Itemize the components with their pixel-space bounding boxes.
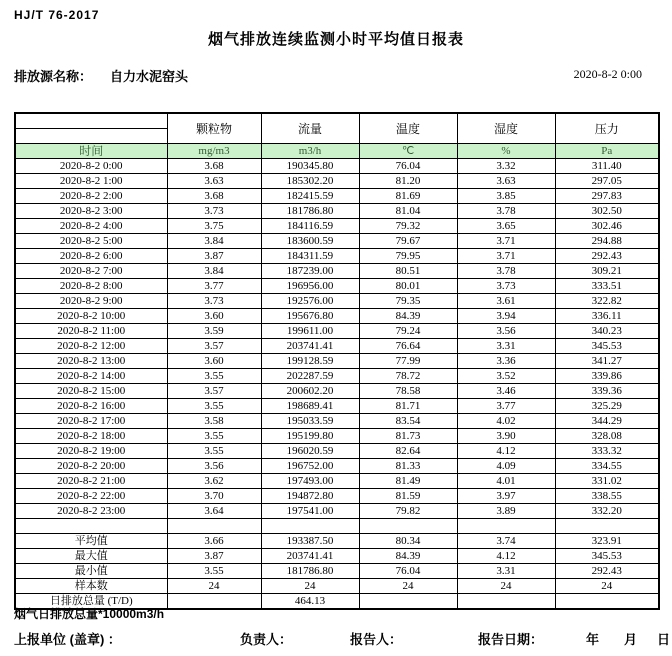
cell-pm: 3.87 <box>167 249 261 264</box>
cell-temp: 76.04 <box>359 159 457 174</box>
cell-flow: 195033.59 <box>261 414 359 429</box>
summary-temp: 76.04 <box>359 564 457 579</box>
cell-pm: 3.63 <box>167 174 261 189</box>
cell-humidity: 3.31 <box>457 339 555 354</box>
cell-temp: 79.32 <box>359 219 457 234</box>
cell-pm: 3.55 <box>167 444 261 459</box>
units-row <box>15 144 659 159</box>
cell-time: 2020-8-2 13:00 <box>15 354 167 369</box>
cell-flow: 196956.00 <box>261 279 359 294</box>
cell-pressure: 302.46 <box>555 219 659 234</box>
table-row <box>15 474 659 489</box>
cell-time: 2020-8-2 15:00 <box>15 384 167 399</box>
summary-pm <box>167 594 261 610</box>
summary-humidity: 3.31 <box>457 564 555 579</box>
cell-pressure: 302.50 <box>555 204 659 219</box>
header-spacer-top <box>15 113 167 129</box>
cell-pressure: 311.40 <box>555 159 659 174</box>
cell-flow: 199128.59 <box>261 354 359 369</box>
cell-pm: 3.68 <box>167 189 261 204</box>
cell-flow: 197493.00 <box>261 474 359 489</box>
cell-pm: 3.70 <box>167 489 261 504</box>
cell-pressure: 322.82 <box>555 294 659 309</box>
cell-pm: 3.60 <box>167 354 261 369</box>
cell-time: 2020-8-2 0:00 <box>15 159 167 174</box>
cell-temp: 81.73 <box>359 429 457 444</box>
day-label: 日 <box>657 632 671 647</box>
summary-pressure: 345.53 <box>555 549 659 564</box>
cell-humidity: 3.65 <box>457 219 555 234</box>
cell-flow: 199611.00 <box>261 324 359 339</box>
cell-pressure: 338.55 <box>555 489 659 504</box>
summary-rows <box>15 534 659 610</box>
cell-pressure: 344.29 <box>555 414 659 429</box>
cell-pressure: 345.53 <box>555 339 659 354</box>
page-title: 烟气排放连续监测小时平均值日报表 <box>207 31 464 48</box>
table-row <box>15 369 659 384</box>
header-row-top <box>15 113 659 129</box>
cell-pm: 3.58 <box>167 414 261 429</box>
cell-flow: 184311.59 <box>261 249 359 264</box>
cell-temp: 78.72 <box>359 369 457 384</box>
summary-label: 最大值 <box>15 549 167 564</box>
emission-source-line <box>14 66 188 85</box>
cell-temp: 81.04 <box>359 204 457 219</box>
cell-temp: 82.64 <box>359 444 457 459</box>
cell-flow: 195676.80 <box>261 309 359 324</box>
summary-label: 平均值 <box>15 534 167 549</box>
cell-pressure: 294.88 <box>555 234 659 249</box>
cell-temp: 84.39 <box>359 309 457 324</box>
summary-flow: 464.13 <box>261 594 359 610</box>
blank-row <box>15 519 659 534</box>
table-row <box>15 399 659 414</box>
table-row <box>15 294 659 309</box>
cell-pressure: 333.32 <box>555 444 659 459</box>
cell-pm: 3.68 <box>167 159 261 174</box>
cell-temp: 79.82 <box>359 504 457 519</box>
column-header-pressure: 压力 <box>555 113 659 144</box>
cell-time: 2020-8-2 20:00 <box>15 459 167 474</box>
cell-pressure: 333.51 <box>555 279 659 294</box>
cell-time: 2020-8-2 19:00 <box>15 444 167 459</box>
cell-humidity: 4.09 <box>457 459 555 474</box>
cell-flow: 195199.80 <box>261 429 359 444</box>
cell-temp: 81.20 <box>359 174 457 189</box>
cell-pressure: 331.02 <box>555 474 659 489</box>
column-header-humidity: 湿度 <box>457 113 555 144</box>
cell-flow: 200602.20 <box>261 384 359 399</box>
cell-pressure: 325.29 <box>555 399 659 414</box>
cell-temp: 77.99 <box>359 354 457 369</box>
summary-temp: 84.39 <box>359 549 457 564</box>
data-rows <box>15 159 659 519</box>
year-label: 年 <box>586 632 600 647</box>
summary-flow: 24 <box>261 579 359 594</box>
cell-pressure: 340.23 <box>555 324 659 339</box>
blank-cell <box>261 519 359 534</box>
emission-source-name: 自力水泥窑头 <box>110 69 189 84</box>
cell-pm: 3.84 <box>167 234 261 249</box>
header-spacer-bottom <box>15 129 167 144</box>
cell-flow: 202287.59 <box>261 369 359 384</box>
cell-temp: 80.51 <box>359 264 457 279</box>
report-datetime: 2020-8-2 0:00 <box>573 67 642 81</box>
blank-cell <box>167 519 261 534</box>
table-row <box>15 414 659 429</box>
table-row <box>15 504 659 519</box>
summary-humidity <box>457 594 555 610</box>
cell-time: 2020-8-2 5:00 <box>15 234 167 249</box>
cell-temp: 79.24 <box>359 324 457 339</box>
cell-temp: 79.67 <box>359 234 457 249</box>
cell-flow: 185302.20 <box>261 174 359 189</box>
cell-time: 2020-8-2 21:00 <box>15 474 167 489</box>
summary-temp: 24 <box>359 579 457 594</box>
cell-time: 2020-8-2 23:00 <box>15 504 167 519</box>
table-row <box>15 159 659 174</box>
summary-flow: 181786.80 <box>261 564 359 579</box>
cell-flow: 203741.41 <box>261 339 359 354</box>
cell-pm: 3.56 <box>167 459 261 474</box>
cell-pressure: 297.05 <box>555 174 659 189</box>
cell-humidity: 3.46 <box>457 384 555 399</box>
table-row <box>15 489 659 504</box>
summary-row <box>15 579 659 594</box>
cell-humidity: 3.36 <box>457 354 555 369</box>
summary-humidity: 4.12 <box>457 549 555 564</box>
cell-humidity: 3.78 <box>457 264 555 279</box>
standard-number: HJ/T 76-2017 <box>14 8 100 22</box>
cell-time: 2020-8-2 1:00 <box>15 174 167 189</box>
summary-label: 样本数 <box>15 579 167 594</box>
cell-humidity: 3.32 <box>457 159 555 174</box>
unit-temp: ℃ <box>359 144 457 159</box>
cell-humidity: 3.52 <box>457 369 555 384</box>
unit-pm: mg/m3 <box>167 144 261 159</box>
cell-humidity: 3.56 <box>457 324 555 339</box>
summary-pressure: 292.43 <box>555 564 659 579</box>
table-row <box>15 309 659 324</box>
cell-temp: 80.01 <box>359 279 457 294</box>
cell-time: 2020-8-2 2:00 <box>15 189 167 204</box>
summary-pressure: 323.91 <box>555 534 659 549</box>
summary-pm: 3.66 <box>167 534 261 549</box>
cell-pressure: 341.27 <box>555 354 659 369</box>
table-row <box>15 459 659 474</box>
manager-label: 负责人： <box>240 632 293 647</box>
cell-time: 2020-8-2 22:00 <box>15 489 167 504</box>
cell-flow: 183600.59 <box>261 234 359 249</box>
table-row <box>15 279 659 294</box>
cell-temp: 76.64 <box>359 339 457 354</box>
table-row <box>15 429 659 444</box>
blank-cell <box>15 519 167 534</box>
cell-time: 2020-8-2 9:00 <box>15 294 167 309</box>
table-row <box>15 354 659 369</box>
monitoring-table <box>14 112 660 610</box>
cell-pressure: 339.86 <box>555 369 659 384</box>
cell-pressure: 336.11 <box>555 309 659 324</box>
summary-pm: 3.55 <box>167 564 261 579</box>
blank-cell <box>359 519 457 534</box>
cell-temp: 81.69 <box>359 189 457 204</box>
cell-time: 2020-8-2 12:00 <box>15 339 167 354</box>
summary-pressure: 24 <box>555 579 659 594</box>
table-row <box>15 204 659 219</box>
cell-flow: 187239.00 <box>261 264 359 279</box>
cell-humidity: 3.78 <box>457 204 555 219</box>
cell-pm: 3.55 <box>167 399 261 414</box>
column-header-temp: 温度 <box>359 113 457 144</box>
cell-pressure: 328.08 <box>555 429 659 444</box>
summary-pm: 24 <box>167 579 261 594</box>
column-header-pm: 颗粒物 <box>167 113 261 144</box>
cell-flow: 198689.41 <box>261 399 359 414</box>
report-date-label: 报告日期： <box>478 632 544 647</box>
total-emission-footnote: 烟气日排放总量*10000m3/h <box>14 607 165 621</box>
cell-time: 2020-8-2 3:00 <box>15 204 167 219</box>
cell-pm: 3.57 <box>167 384 261 399</box>
table-row <box>15 444 659 459</box>
cell-pm: 3.73 <box>167 294 261 309</box>
cell-flow: 181786.80 <box>261 204 359 219</box>
summary-row <box>15 549 659 564</box>
cell-humidity: 4.02 <box>457 414 555 429</box>
column-header-flow: 流量 <box>261 113 359 144</box>
cell-flow: 190345.80 <box>261 159 359 174</box>
cell-humidity: 3.73 <box>457 279 555 294</box>
table-header <box>15 113 659 159</box>
cell-temp: 83.54 <box>359 414 457 429</box>
blank-cell <box>457 519 555 534</box>
cell-pressure: 332.20 <box>555 504 659 519</box>
cell-pm: 3.73 <box>167 204 261 219</box>
cell-pm: 3.55 <box>167 369 261 384</box>
cell-pressure: 339.36 <box>555 384 659 399</box>
table-row <box>15 264 659 279</box>
cell-pressure: 334.55 <box>555 459 659 474</box>
summary-pressure <box>555 594 659 610</box>
cell-pressure: 297.83 <box>555 189 659 204</box>
cell-time: 2020-8-2 10:00 <box>15 309 167 324</box>
unit-flow: m3/h <box>261 144 359 159</box>
cell-pm: 3.60 <box>167 309 261 324</box>
cell-pressure: 309.21 <box>555 264 659 279</box>
table-row <box>15 219 659 234</box>
cell-flow: 184116.59 <box>261 219 359 234</box>
cell-temp: 78.58 <box>359 384 457 399</box>
cell-humidity: 4.12 <box>457 444 555 459</box>
summary-row <box>15 564 659 579</box>
cell-flow: 182415.59 <box>261 189 359 204</box>
cell-time: 2020-8-2 18:00 <box>15 429 167 444</box>
cell-humidity: 3.61 <box>457 294 555 309</box>
cell-humidity: 3.71 <box>457 234 555 249</box>
cell-humidity: 3.89 <box>457 504 555 519</box>
cell-humidity: 3.85 <box>457 189 555 204</box>
unit-humidity: % <box>457 144 555 159</box>
cell-humidity: 3.63 <box>457 174 555 189</box>
summary-label: 日排放总量 (T/D) <box>15 594 167 610</box>
summary-pm: 3.87 <box>167 549 261 564</box>
summary-label: 最小值 <box>15 564 167 579</box>
summary-humidity: 24 <box>457 579 555 594</box>
separator-section <box>15 519 659 534</box>
cell-flow: 196020.59 <box>261 444 359 459</box>
month-label: 月 <box>624 632 638 647</box>
summary-flow: 203741.41 <box>261 549 359 564</box>
cell-pm: 3.62 <box>167 474 261 489</box>
cell-humidity: 3.71 <box>457 249 555 264</box>
cell-pm: 3.57 <box>167 339 261 354</box>
cell-humidity: 3.97 <box>457 489 555 504</box>
cell-time: 2020-8-2 7:00 <box>15 264 167 279</box>
cell-pm: 3.84 <box>167 264 261 279</box>
cell-flow: 196752.00 <box>261 459 359 474</box>
cell-pm: 3.75 <box>167 219 261 234</box>
cell-temp: 79.35 <box>359 294 457 309</box>
cell-time: 2020-8-2 17:00 <box>15 414 167 429</box>
table-row <box>15 174 659 189</box>
cell-humidity: 4.01 <box>457 474 555 489</box>
cell-flow: 192576.00 <box>261 294 359 309</box>
summary-temp <box>359 594 457 610</box>
cell-temp: 79.95 <box>359 249 457 264</box>
signature-line <box>0 629 672 647</box>
cell-flow: 197541.00 <box>261 504 359 519</box>
cell-time: 2020-8-2 6:00 <box>15 249 167 264</box>
cell-temp: 81.49 <box>359 474 457 489</box>
cell-temp: 81.59 <box>359 489 457 504</box>
summary-row <box>15 534 659 549</box>
cell-pm: 3.59 <box>167 324 261 339</box>
cell-temp: 81.33 <box>359 459 457 474</box>
reporting-unit-label: 上报单位 (盖章) ： <box>14 632 121 647</box>
summary-flow: 193387.50 <box>261 534 359 549</box>
summary-humidity: 3.74 <box>457 534 555 549</box>
cell-time: 2020-8-2 4:00 <box>15 219 167 234</box>
reporter-label: 报告人： <box>350 632 403 647</box>
table-row <box>15 324 659 339</box>
cell-flow: 194872.80 <box>261 489 359 504</box>
cell-time: 2020-8-2 16:00 <box>15 399 167 414</box>
cell-time: 2020-8-2 14:00 <box>15 369 167 384</box>
cell-time: 2020-8-2 8:00 <box>15 279 167 294</box>
table-row <box>15 249 659 264</box>
emission-source-label: 排放源名称： <box>14 69 93 84</box>
table-row <box>15 189 659 204</box>
cell-time: 2020-8-2 11:00 <box>15 324 167 339</box>
cell-humidity: 3.94 <box>457 309 555 324</box>
time-column-header: 时间 <box>15 144 167 159</box>
table-row <box>15 384 659 399</box>
cell-temp: 81.71 <box>359 399 457 414</box>
table-row <box>15 339 659 354</box>
cell-pm: 3.64 <box>167 504 261 519</box>
cell-humidity: 3.90 <box>457 429 555 444</box>
table-row <box>15 234 659 249</box>
summary-temp: 80.34 <box>359 534 457 549</box>
cell-pressure: 292.43 <box>555 249 659 264</box>
cell-pm: 3.77 <box>167 279 261 294</box>
cell-humidity: 3.77 <box>457 399 555 414</box>
cell-pm: 3.55 <box>167 429 261 444</box>
unit-pressure: Pa <box>555 144 659 159</box>
blank-cell <box>555 519 659 534</box>
